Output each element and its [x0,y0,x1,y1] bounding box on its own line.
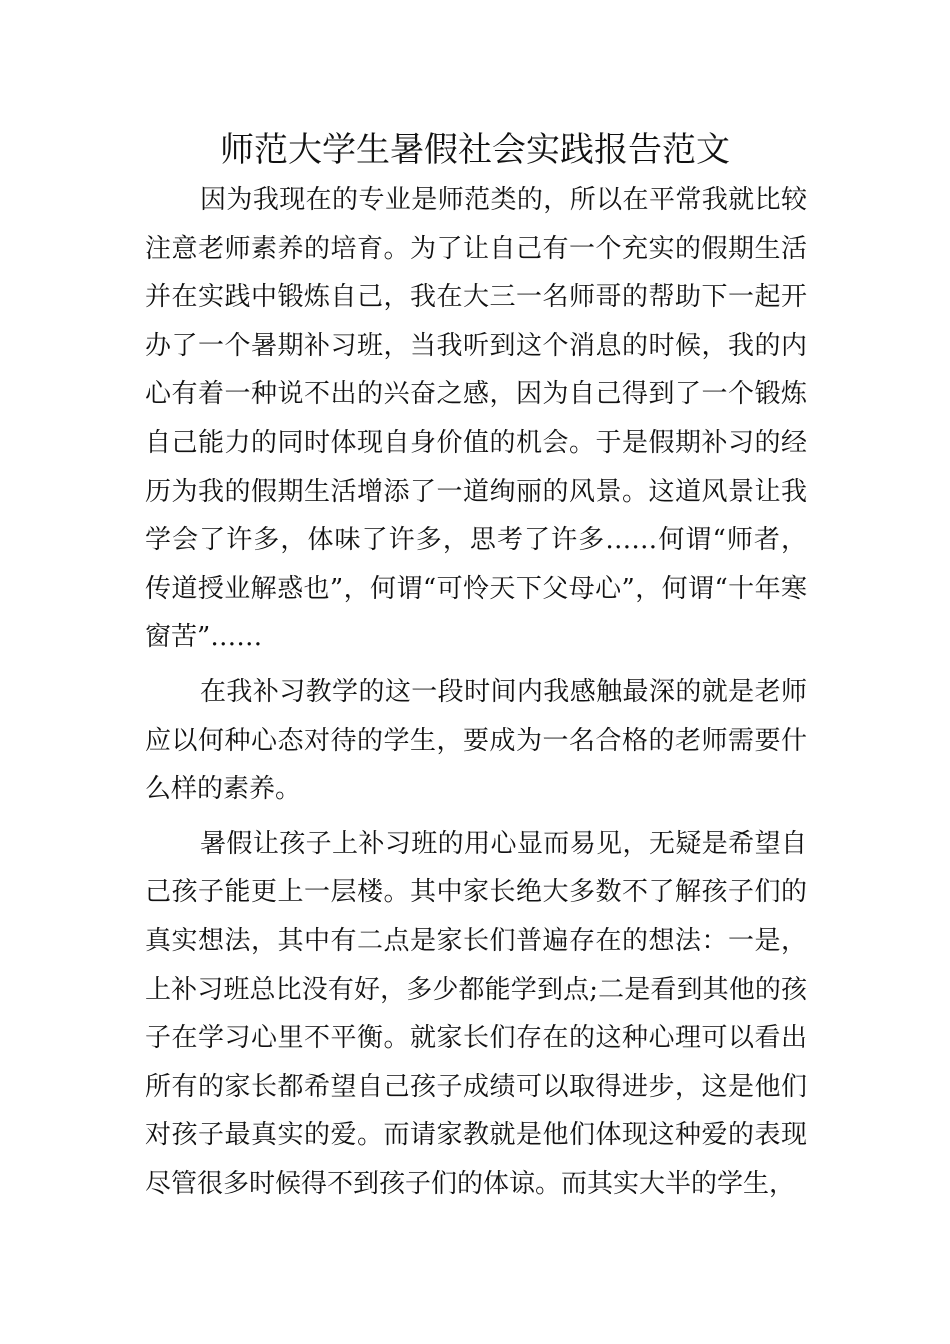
paragraph-1: 因为我现在的专业是师范类的，所以在平常我就比较注意老师素养的培育。为了让自己有一个充实的假期生活并在实践中锻炼自己，我在大三一名师哥的帮助下一起开办了一个暑期补习班，当我听到这个消息的时候，我的内心有着一种说不出的兴奋之感，因为自己得到了一个锻炼自己能力的同时体现自身价值的机会。于是假期补习的经历为我的假期生活增添了一道绚丽的风景。这道风景让我学会了许多，体味了许多，思考了许多……何谓“师者，传道授业解惑也”，何谓“可怜天下父母心”，何谓“十年寒窗苦”…… [145,185,807,653]
document-body [145,176,807,1214]
paragraph-3: 暑假让孩子上补习班的用心显而易见，无疑是希望自己孩子能更上一层楼。其中家长绝大多数不了解孩子们的真实想法，其中有二点是家长们普遍存在的想法：一是，上补习班总比没有好，多少都能学到点;二是看到其他的孩子在学习心里不平衡。就家长们存在的这种心理可以看出所有的家长都希望自己孩子成绩可以取得进步，这是他们对孩子最真实的爱。而请家教就是他们体现这种爱的表现尽管很多时候得不到孩子们的体谅。而其实大半的学生， [145,828,807,1199]
paragraph-2: 在我补习教学的这一段时间内我感触最深的就是老师应以何种心态对待的学生，要成为一名合格的老师需要什么样的素养。 [145,676,807,805]
document-title: 师范大学生暑假社会实践报告范文 [220,130,730,170]
